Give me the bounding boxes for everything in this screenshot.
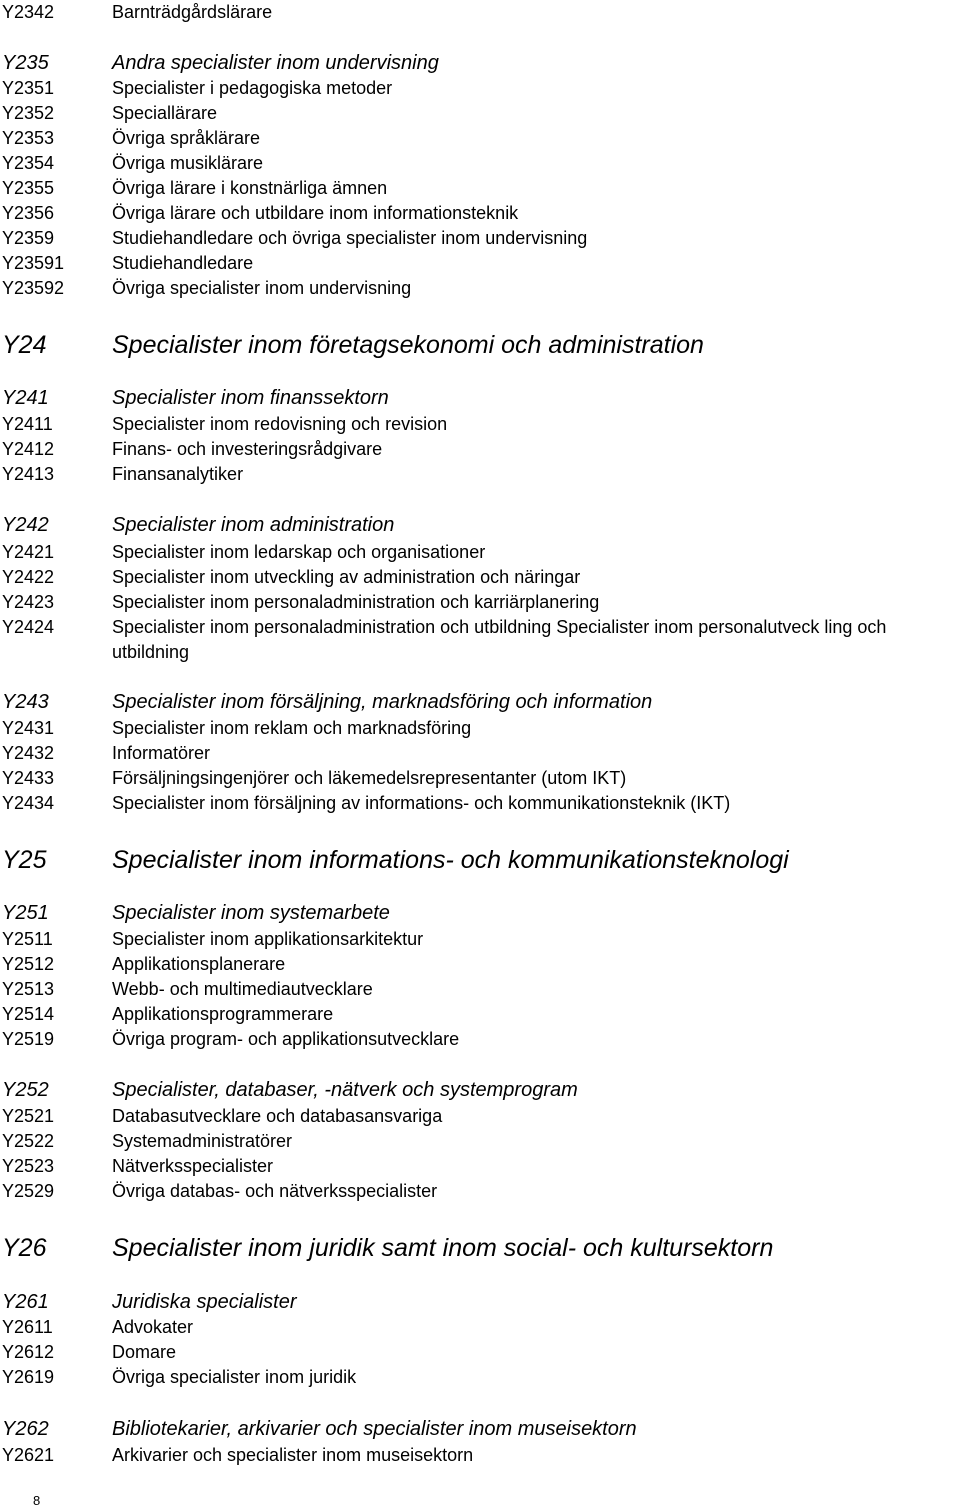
list-item [0,540,960,565]
list-item [0,1179,960,1204]
occupation-label: Databasutvecklare och databasansvariga [112,1106,443,1126]
occupation-code: Y2521 [2,1106,55,1126]
list-item [0,201,960,226]
occupation-code: Y2342 [2,2,55,22]
list-item [0,176,960,201]
list-item [0,51,960,76]
occupation-label: Specialister inom redovisning och revision [112,414,448,434]
occupation-label: Specialister inom finanssektorn [112,387,389,409]
list-item [0,513,960,538]
occupation-label: Specialister inom försäljning, marknadsföring och information [112,691,653,713]
occupation-code: Y2434 [2,793,55,813]
occupation-label: Specialister inom juridik samt inom social- och kultursektorn [112,1234,774,1262]
occupation-code: Y2619 [2,1367,55,1387]
occupation-label: Advokater [112,1317,194,1337]
occupation-label: Arkivarier och specialister inom museisektorn [112,1445,474,1465]
occupation-code: Y252 [2,1079,49,1101]
occupation-label: Nätverksspecialister [112,1156,274,1176]
occupation-code: Y26 [2,1234,47,1262]
list-item [0,716,960,741]
occupation-label: Specialister inom informations- och kommunikationsteknologi [112,846,789,874]
list-item [0,1290,960,1315]
list-item [0,766,960,791]
list-item [0,977,960,1002]
occupation-code: Y235 [2,52,49,74]
list-item [0,1443,960,1468]
list-item [0,590,960,615]
occupation-label: Domare [112,1342,177,1362]
list-item [0,845,960,874]
occupation-label: Finansanalytiker [112,464,244,484]
occupation-code: Y2432 [2,743,55,763]
occupation-label: Specialister inom personaladministration och karriärplanering [112,592,600,612]
occupation-code: Y262 [2,1418,49,1440]
occupation-code: Y2411 [2,414,53,434]
occupation-label: Specialister inom företagsekonomi och administration [112,331,704,359]
occupation-code: Y25 [2,846,47,874]
list-item [0,1365,960,1390]
occupation-code: Y2353 [2,128,55,148]
occupation-label: Specialister inom administration [112,514,395,536]
occupation-code: Y2359 [2,228,55,248]
occupation-label: Övriga språklärare [112,128,261,148]
occupation-code: Y242 [2,514,49,536]
occupation-code: Y2519 [2,1029,55,1049]
occupation-code: Y241 [2,387,49,409]
list-item [0,76,960,101]
occupation-label: Informatörer [112,743,211,763]
occupation-code: Y2351 [2,78,55,98]
list-item [0,386,960,411]
occupation-code: Y2422 [2,567,55,587]
list-item [0,791,960,816]
occupation-code: Y2621 [2,1445,55,1465]
list-item [0,690,960,715]
occupation-label: Juridiska specialister [112,1291,297,1313]
occupation-label: Specialister, databaser, -nätverk och systemprogram [112,1079,578,1101]
occupation-code: Y2514 [2,1004,55,1024]
list-item [0,251,960,276]
occupation-code: Y2523 [2,1156,55,1176]
occupation-label: Applikationsprogrammerare [112,1004,334,1024]
occupation-label: Systemadministratörer [112,1131,293,1151]
occupation-label: Barnträdgårdslärare [112,2,273,22]
occupation-label: Övriga specialister inom undervisning [112,278,412,298]
occupation-code: Y2433 [2,768,55,788]
list-item [0,952,960,977]
list-item [0,1233,960,1262]
occupation-label: Andra specialister inom undervisning [112,52,439,74]
list-item [0,1104,960,1129]
occupation-label: Applikationsplanerare [112,954,286,974]
occupation-label: Specialister i pedagogiska metoder [112,78,393,98]
list-item [0,276,960,301]
occupation-code: Y2413 [2,464,55,484]
list-item [0,437,960,462]
list-item [0,1078,960,1103]
occupation-code: Y2513 [2,979,55,999]
list-item [0,1154,960,1179]
list-item [0,226,960,251]
occupation-label: Specialister inom försäljning av informations- och kommunikationsteknik (IKT) [112,793,731,813]
occupation-label: Övriga specialister inom juridik [112,1367,357,1387]
occupation-code: Y2512 [2,954,55,974]
list-item [0,901,960,926]
list-item [0,741,960,766]
list-item [0,1129,960,1154]
occupation-code: Y23592 [2,278,65,298]
occupation-label: Studiehandledare och övriga specialister inom undervisning [112,228,588,248]
occupation-label: Övriga musiklärare [112,153,264,173]
occupation-label: Specialister inom personaladministration och utbildning Specialister inom personalutveck ling och utbildning [112,617,887,662]
list-item [0,1417,960,1442]
occupation-code: Y243 [2,691,49,713]
occupation-code: Y24 [2,331,47,359]
occupation-code: Y2421 [2,542,55,562]
list-item [0,1002,960,1027]
occupation-code: Y2611 [2,1317,53,1337]
list-item [0,462,960,487]
occupation-label: Specialister inom ledarskap och organisationer [112,542,486,562]
occupation-code: Y2352 [2,103,55,123]
occupation-code: Y2412 [2,439,55,459]
occupation-code: Y261 [2,1291,49,1313]
list-item [0,101,960,126]
occupation-code: Y2529 [2,1181,55,1201]
list-item [0,126,960,151]
occupation-label: Studiehandledare [112,253,254,273]
list-item [0,927,960,952]
occupation-label: Bibliotekarier, arkivarier och specialister inom museisektorn [112,1418,637,1440]
occupation-code: Y2522 [2,1131,55,1151]
occupation-label: Finans- och investeringsrådgivare [112,439,383,459]
occupation-code: Y23591 [2,253,65,273]
list-item [0,0,960,25]
occupation-code: Y2424 [2,617,55,637]
occupation-label: Speciallärare [112,103,218,123]
list-item [0,1340,960,1365]
occupation-code: Y2423 [2,592,55,612]
occupation-label: Försäljningsingenjörer och läkemedelsrepresentanter (utom IKT) [112,768,627,788]
list-item [0,330,960,359]
occupation-label: Övriga databas- och nätverksspecialister [112,1181,438,1201]
list-item [0,151,960,176]
occupation-label: Specialister inom applikationsarkitektur [112,929,424,949]
occupation-label: Övriga lärare och utbildare inom informationsteknik [112,203,519,223]
occupation-code: Y2431 [2,718,55,738]
list-item [0,615,960,662]
occupation-label: Övriga program- och applikationsutvecklare [112,1029,460,1049]
occupation-code: Y2511 [2,929,53,949]
occupation-code: Y2355 [2,178,55,198]
list-item [0,412,960,437]
occupation-code: Y251 [2,902,49,924]
occupation-label: Specialister inom reklam och marknadsföring [112,718,472,738]
occupation-code: Y2354 [2,153,55,173]
occupation-label: Specialister inom utveckling av administration och näringar [112,567,581,587]
occupation-code: Y2612 [2,1342,55,1362]
occupation-label: Specialister inom systemarbete [112,902,390,924]
list-item [0,565,960,590]
list-item [0,1027,960,1052]
page-number: 8 [33,1493,41,1508]
occupation-code: Y2356 [2,203,55,223]
occupation-label: Webb- och multimediautvecklare [112,979,373,999]
occupation-label: Övriga lärare i konstnärliga ämnen [112,178,388,198]
list-item [0,1315,960,1340]
